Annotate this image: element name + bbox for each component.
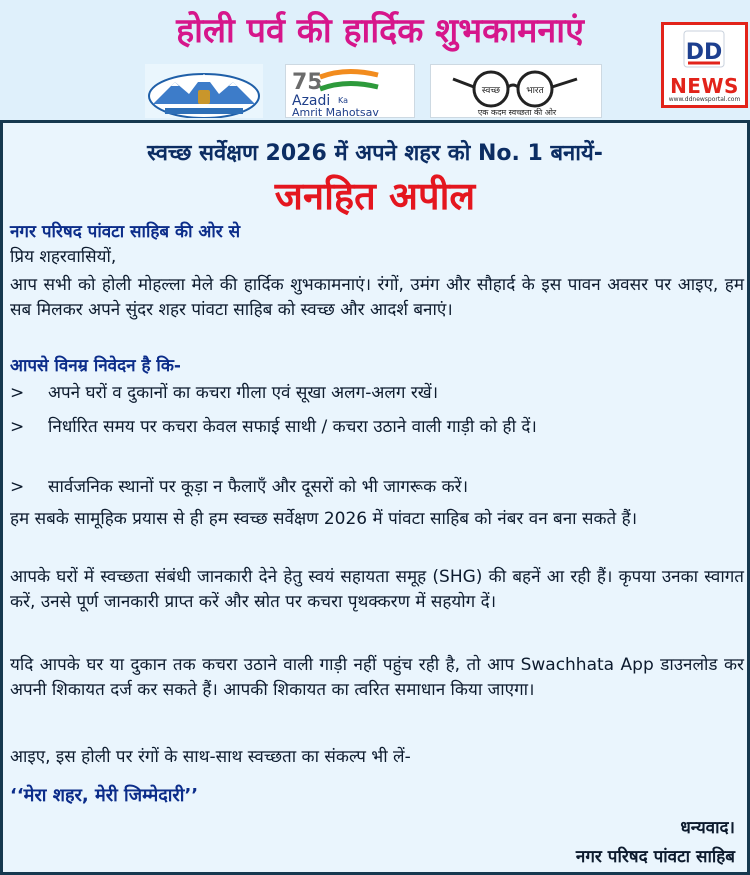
closing-paragraph: आइए, इस होली पर रंगों के साथ-साथ स्वच्छता का संकल्प भी लें-: [10, 747, 411, 767]
intro-paragraph: आप सभी को होली मोहल्ला मेले की हार्दिक शुभकामनाएं। रंगों, उमंग और सौहार्द के इस पावन अवसर पर आइए, हम सब मिलकर अपने सुंदर शहर पांवटा साहिब को स्वच्छ और आदर्श बनाएं।: [10, 275, 744, 320]
request-item: सार्वजनिक स्थानों पर कूड़ा न फैलाएँ और दूसरों को भी जागरूक करें।: [48, 477, 469, 497]
dd-mark: DD: [685, 40, 723, 65]
slogan: ‘‘मेरा शहर, मेरी जिम्मेदारी’’: [10, 785, 199, 806]
shg-paragraph: आपके घरों में स्वच्छता संबंधी जानकारी देने हेतु स्वयं सहायता समूह (SHG) की बहनें आ रही हैं। कृपया उनका स्वागत करें, उनसे पूर्ण जानकारी प्राप्त करें और स्रोत पर कचरा पृथक्करण में सहयोग दें।: [10, 567, 744, 612]
dd-news-logo-icon: [664, 25, 745, 73]
holi-greeting: होली पर्व की हार्दिक शुभकामनाएं: [176, 11, 584, 51]
azadi-line2: Amrit Mahotsav: [292, 106, 379, 119]
news-label: NEWS: [670, 74, 739, 98]
swachh-tagline: एक कदम स्वच्छता की ओर: [477, 108, 557, 117]
azadi-ka-amrit-mahotsav-logo: [285, 64, 415, 118]
request-heading: आपसे विनम्र निवेदन है कि-: [10, 356, 181, 376]
salutation: प्रिय शहरवासियों,: [10, 247, 117, 267]
azadi-number: 75: [292, 70, 323, 95]
thanks-text: धन्यवाद।: [680, 818, 735, 838]
collective-paragraph: हम सबके सामूहिक प्रयास से ही हम स्वच्छ सर्वेक्षण 2026 में पांवटा साहिब को नंबर वन बना सकते हैं।: [10, 509, 638, 529]
bullet-marker: >: [10, 383, 25, 403]
gandhi-spectacles-icon: [431, 65, 603, 119]
notice-panel: [0, 120, 750, 875]
swachh-left: स्वच्छ: [481, 86, 501, 96]
bullet-marker: >: [10, 417, 25, 437]
appeal-title: जनहित अपील: [274, 174, 476, 218]
app-paragraph: यदि आपके घर या दुकान तक कचरा उठाने वाली गाड़ी नहीं पहुंच रही है, तो आप Swachhata App डाउनलोड कर अपनी शिकायत दर्ज कर सकते हैं। आपकी शिकायत का त्वरित समाधान किया जाएगा।: [10, 655, 744, 700]
azadi-ka: Ka: [338, 96, 349, 105]
hp-emblem-logo: [145, 64, 263, 118]
mountain-emblem-icon: [145, 64, 263, 118]
notice-from: नगर परिषद पांवटा साहिब की ओर से: [10, 222, 241, 242]
dd-news-badge: [661, 22, 748, 108]
request-item: अपने घरों व दुकानों का कचरा गीला एवं सूखा अलग-अलग रखें।: [48, 383, 439, 403]
azadi-line1: Azadi: [292, 93, 331, 109]
news-url: www.ddnewsportal.com: [668, 96, 741, 103]
notice-headline: स्वच्छ सर्वेक्षण 2026 में अपने शहर को No. 1 बनायें-: [147, 141, 603, 166]
swachh-bharat-logo: [430, 64, 602, 118]
request-item: निर्धारित समय पर कचरा केवल सफाई साथी / कचरा उठाने वाली गाड़ी को ही दें।: [48, 417, 537, 437]
azadi-logo-art: [286, 65, 416, 119]
bullet-marker: >: [10, 477, 25, 497]
swachh-right: भारत: [526, 86, 544, 96]
signature: नगर परिषद पांवटा साहिब: [575, 847, 735, 867]
